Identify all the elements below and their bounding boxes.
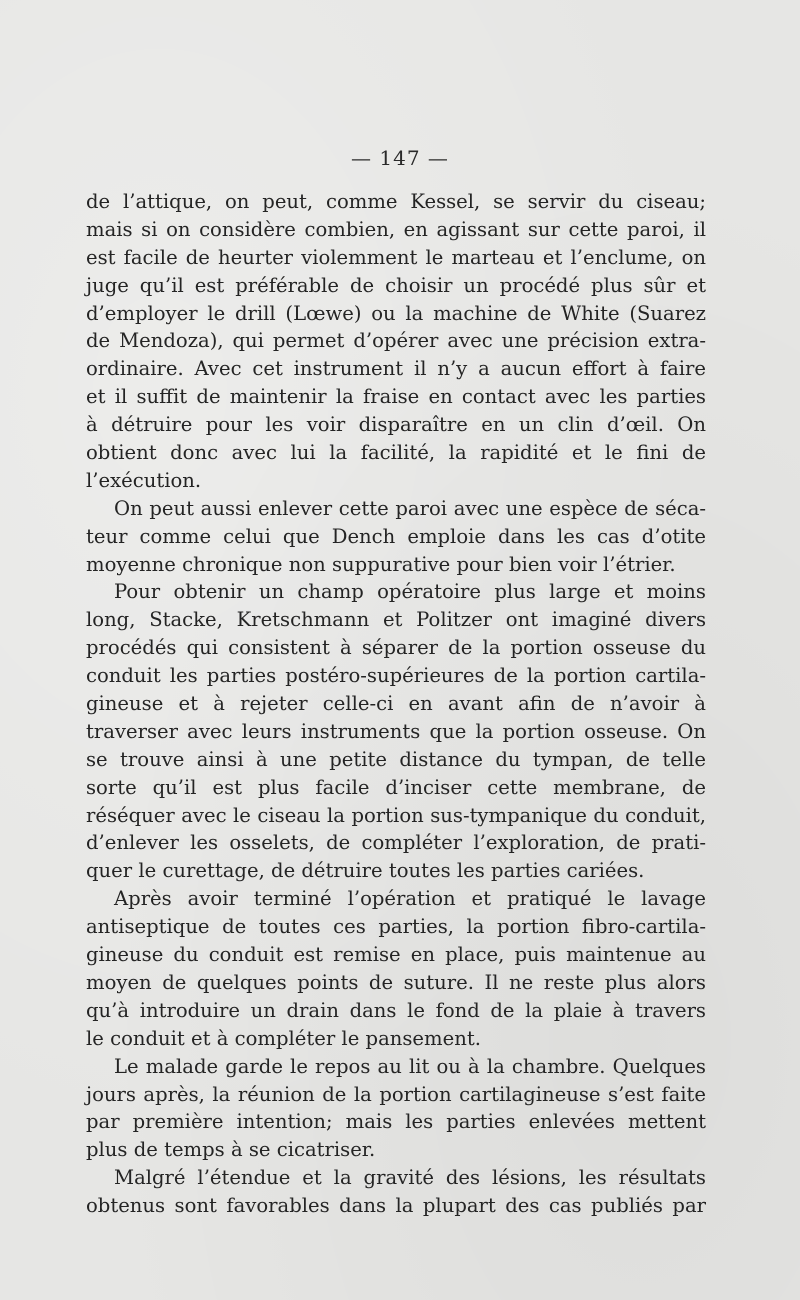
text-line: mais si on considère combien, en agissant sur cette paroi, il <box>86 217 706 241</box>
text-line: d’enlever les osselets, de compléter l’exploration, de prati- <box>86 831 706 855</box>
text-line: ordinaire. Avec cet instrument il n’y a aucun effort à faire <box>86 357 706 381</box>
text-line: l’exécution. <box>86 468 202 492</box>
text-line: plus de temps à se cicatriser. <box>86 1138 376 1162</box>
text-line: réséquer avec le ciseau la portion sus-tympanique du conduit, <box>86 803 706 827</box>
text-line: gineuse et à rejeter celle-ci en avant afin de n’avoir à <box>86 692 706 716</box>
text-line: teur comme celui que Dench emploie dans les cas d’otite <box>86 524 706 548</box>
text-line: quer le curettage, de détruire toutes les parties cariées. <box>86 859 645 883</box>
text-line: procédés qui consistent à séparer de la portion osseuse du <box>86 636 706 660</box>
text-line: se trouve ainsi à une petite distance du tympan, de telle <box>86 747 706 771</box>
text-line: par première intention; mais les parties enlevées mettent <box>86 1110 706 1134</box>
text-line: qu’à introduire un drain dans le fond de la plaie à travers <box>86 998 706 1022</box>
text-line: conduit les parties postéro-supérieures de la portion cartila- <box>86 664 706 688</box>
text-line: Après avoir terminé l’opération et pratiqué le lavage <box>114 887 706 911</box>
text-line: obtenus sont favorables dans la plupart des cas publiés par <box>86 1194 706 1218</box>
text-line: long, Stacke, Kretschmann et Politzer ont imaginé divers <box>86 608 706 632</box>
text-line: à détruire pour les voir disparaître en un clin d’œil. On <box>86 413 706 437</box>
page-number: — 147 — <box>351 146 449 170</box>
body-text <box>86 188 706 1220</box>
text-line: juge qu’il est préférable de choisir un procédé plus sûr et <box>86 273 706 297</box>
text-line: Le malade garde le repos au lit ou à la chambre. Quelques <box>114 1054 706 1078</box>
text-line: de Mendoza), qui permet d’opérer avec une précision extra- <box>86 329 706 353</box>
text-line: de l’attique, on peut, comme Kessel, se servir du ciseau; <box>86 190 706 213</box>
text-line: d’employer le drill (Lœwe) ou la machine de White (Suarez <box>86 301 706 325</box>
text-line: gineuse du conduit est remise en place, puis maintenue au <box>86 943 706 967</box>
text-line: Malgré l’étendue et la gravité des lésions, les résultats <box>114 1166 706 1190</box>
text-line: et il suffit de maintenir la fraise en contact avec les parties <box>86 385 706 409</box>
text-line: jours après, la réunion de la portion cartilagineuse s’est faite <box>86 1082 706 1106</box>
text-line: Pour obtenir un champ opératoire plus large et moins <box>114 580 706 604</box>
text-line: moyen de quelques points de suture. Il ne reste plus alors <box>86 970 706 994</box>
text-line: le conduit et à compléter le pansement. <box>86 1026 481 1050</box>
text-line: traverser avec leurs instruments que la portion osseuse. On <box>86 719 706 743</box>
text-line: antiseptique de toutes ces parties, la portion fibro-cartila- <box>86 915 706 939</box>
text-line: On peut aussi enlever cette paroi avec une espèce de séca- <box>114 496 706 520</box>
text-line: moyenne chronique non suppurative pour bien voir l’étrier. <box>86 552 676 576</box>
text-line: sorte qu’il est plus facile d’inciser cette membrane, de <box>86 775 706 799</box>
text-line: est facile de heurter violemment le marteau et l’enclume, on <box>86 245 706 269</box>
text-line: obtient donc avec lui la facilité, la rapidité et le fini de <box>86 441 706 465</box>
